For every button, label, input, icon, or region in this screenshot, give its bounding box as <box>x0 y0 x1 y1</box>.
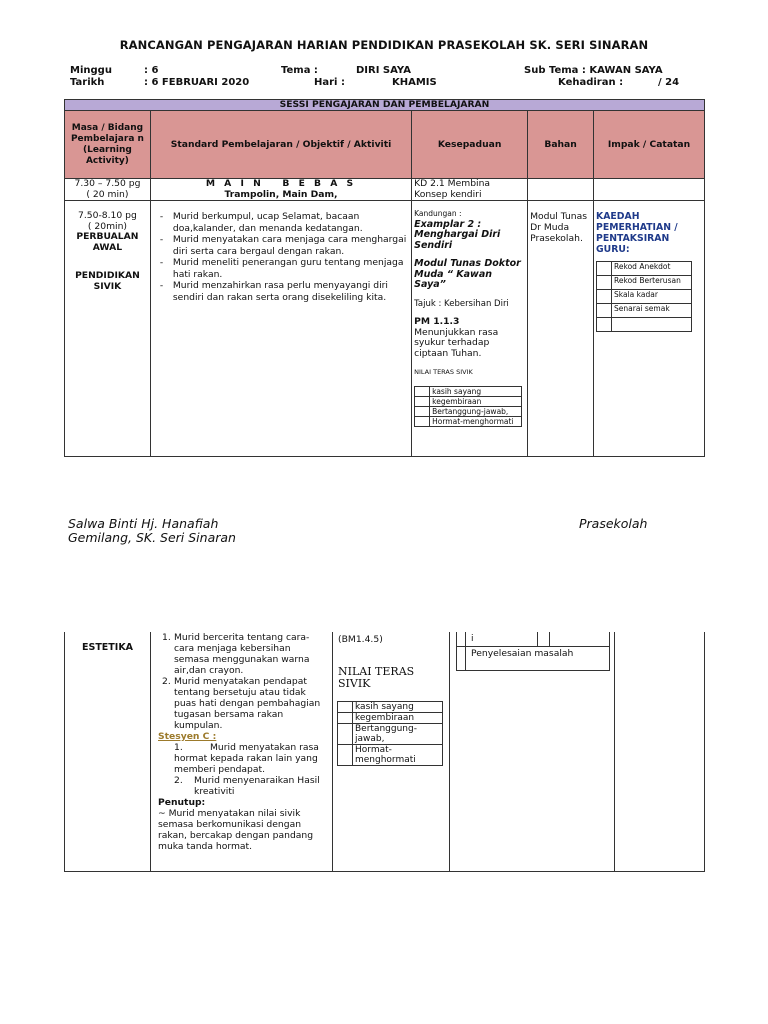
kaedah-item: Rekod Berterusan <box>612 276 692 290</box>
nilai-item: kasih sayang <box>430 386 522 396</box>
aktiviti-item: - Murid menyatakan cara menjaga cara menghargai diri serta cara bergaul dengan rakan. <box>173 234 409 257</box>
nilai-label: NILAI TERAS SIVIK <box>414 368 473 376</box>
nilai-item: Bertanggung-jawab, <box>430 406 522 416</box>
kehadiran-label: Kehadiran : <box>558 77 624 88</box>
row2-kesepaduan <box>412 201 528 457</box>
minggu-label: Minggu <box>70 65 112 76</box>
kandungan-label: Kandungan : <box>414 209 462 218</box>
kaedah-table <box>596 261 692 332</box>
bottom-nilai-label: NILAI TERAS SIVIK <box>338 665 415 690</box>
row1-aktiviti-sub: Trampolin, Main Dam, <box>224 188 338 200</box>
estetika-aktiviti <box>158 632 328 852</box>
aktiviti-item: - Murid meneliti penerangan guru tentang menjaga hati rakan. <box>173 257 409 280</box>
signature-line2: Gemilang, SK. Seri Sinaran <box>68 530 236 545</box>
tema-label: Tema : <box>281 65 318 76</box>
hari-label: Hari : <box>314 77 345 88</box>
row2-masa-time: 7.50-8.10 pg <box>78 210 137 221</box>
sesi-header: SESSI PENGAJARAN DAN PEMBELAJARAN <box>65 100 705 111</box>
signature-right: Prasekolah <box>579 516 648 531</box>
nilai-item: kasih sayang <box>353 702 443 713</box>
stesyen-item: 2. Murid menyenaraikan Hasil kreativiti <box>174 775 320 797</box>
bm-code: (BM1.4.5) <box>338 634 383 645</box>
nilai-item: Hormat-menghormati <box>353 745 443 766</box>
row2-masa-duration: ( 20min) <box>87 220 127 232</box>
stesyen-item: 1. Murid menyatakan rasa hormat kepada rakan lain yang memberi pendapat. <box>174 742 319 775</box>
tarikh-value: : 6 FEBRUARI 2020 <box>144 77 250 88</box>
impak-item: Penyelesaian masalah <box>471 648 574 659</box>
lesson-plan-table <box>64 99 705 457</box>
bidang-sivik: PENDIDIKAN SIVIK <box>75 270 140 292</box>
hari-value: KHAMIS <box>392 77 437 88</box>
minggu-value: : 6 <box>144 65 159 76</box>
nilai-item: Bertanggung-jawab, <box>353 724 443 745</box>
row1-masa-time: 7.30 – 7.50 pg <box>74 178 141 189</box>
subtema: Sub Tema : KAWAN SAYA <box>524 65 663 76</box>
kaedah-item: Rekod Anekdot <box>612 262 692 276</box>
col-masa: Masa / Bidang Pembelajara n (Learning Activity) <box>65 111 151 179</box>
row2-impak <box>594 201 705 457</box>
col-kesepaduan: Kesepaduan <box>412 111 528 179</box>
row1-kesepaduan: KD 2.1 Membina Konsep kendiri <box>412 179 528 201</box>
penutup-label: Penutup: <box>158 797 206 808</box>
kaedah-item <box>612 318 692 332</box>
bidang-perbualan: PERBUALAN AWAL <box>76 231 139 253</box>
row1-masa-duration: ( 20 min) <box>86 188 129 200</box>
row2-masa <box>65 201 151 457</box>
aktiviti-list <box>153 211 409 303</box>
row1-masa <box>65 179 151 201</box>
aktiviti-item: - Murid berkumpul, ucap Selamat, bacaan doa,kalander, dan menanda kedatangan. <box>173 211 409 234</box>
impak-box <box>456 632 610 671</box>
kaedah-item: Senarai semak <box>612 304 692 318</box>
nilai-item: kegembiraan <box>430 396 522 406</box>
bidang-estetika: ESTETIKA <box>82 642 134 653</box>
col-bahan: Bahan <box>528 111 594 179</box>
nilai-item: Hormat-menghormati <box>430 416 522 426</box>
kaedah-title: KAEDAH PEMERHATIAN / PENTAKSIRAN GURU: <box>596 211 678 255</box>
col-impak: Impak / Catatan <box>594 111 705 179</box>
bottom-nilai-table <box>337 701 443 766</box>
nilai-item: kegembiraan <box>353 713 443 724</box>
estetika-item: 1. Murid bercerita tentang cara-cara menjaga kebersihan semasa menggunakan warna air,dan crayon. <box>162 632 310 676</box>
stesyen-c: Stesyen C : <box>158 731 217 742</box>
tema-value: DIRI SAYA <box>356 65 411 76</box>
aktiviti-item: - Murid menzahirkan rasa perlu menyayangi diri sendiri dan rakan serta orang disekeliling kita. <box>173 280 409 303</box>
estetika-item: 2. Murid menyatakan pendapat tentang bersetuju atau tidak puas hati dengan pembahagian tugasan bersama rakan kumpulan. <box>162 676 321 731</box>
signature-name: Salwa Binti Hj. Hanafiah <box>68 516 219 531</box>
row1-aktiviti <box>150 179 411 201</box>
kaedah-item: Skala kadar <box>612 290 692 304</box>
page-title: RANCANGAN PENGAJARAN HARIAN PENDIDIKAN PRASEKOLAH SK. SERI SINARAN <box>119 38 649 52</box>
tarikh-label: Tarikh <box>70 77 105 88</box>
examplar: Examplar 2 : Menghargai Diri Sendiri <box>414 218 501 251</box>
bottom-table <box>64 632 705 872</box>
col-standard: Standard Pembelajaran / Objektif / Aktiviti <box>150 111 411 179</box>
modul: Modul Tunas Doktor Muda “ Kawan Saya” <box>414 258 521 290</box>
row1-bahan <box>528 179 594 201</box>
impak-i: i <box>471 634 474 644</box>
nilai-table <box>414 386 522 427</box>
tajuk: Tajuk : Kebersihan Diri <box>414 298 509 309</box>
row2-bahan: Modul Tunas Dr Muda Prasekolah. <box>528 201 594 457</box>
row1-aktiviti-title: M A I N B E B A S <box>205 178 357 189</box>
pm-desc: Menunjukkan rasa syukur terhadap ciptaan Tuhan. <box>414 326 499 359</box>
row1-impak <box>594 179 705 201</box>
pm-code: PM 1.1.3 <box>414 316 460 327</box>
penutup-text: ~ Murid menyatakan nilai sivik semasa berkomunikasi dengan rakan, bercakap dengan pandang muka tanda hormat. <box>158 808 314 852</box>
kehadiran-total: / 24 <box>658 77 680 88</box>
row2-aktiviti <box>150 201 411 457</box>
